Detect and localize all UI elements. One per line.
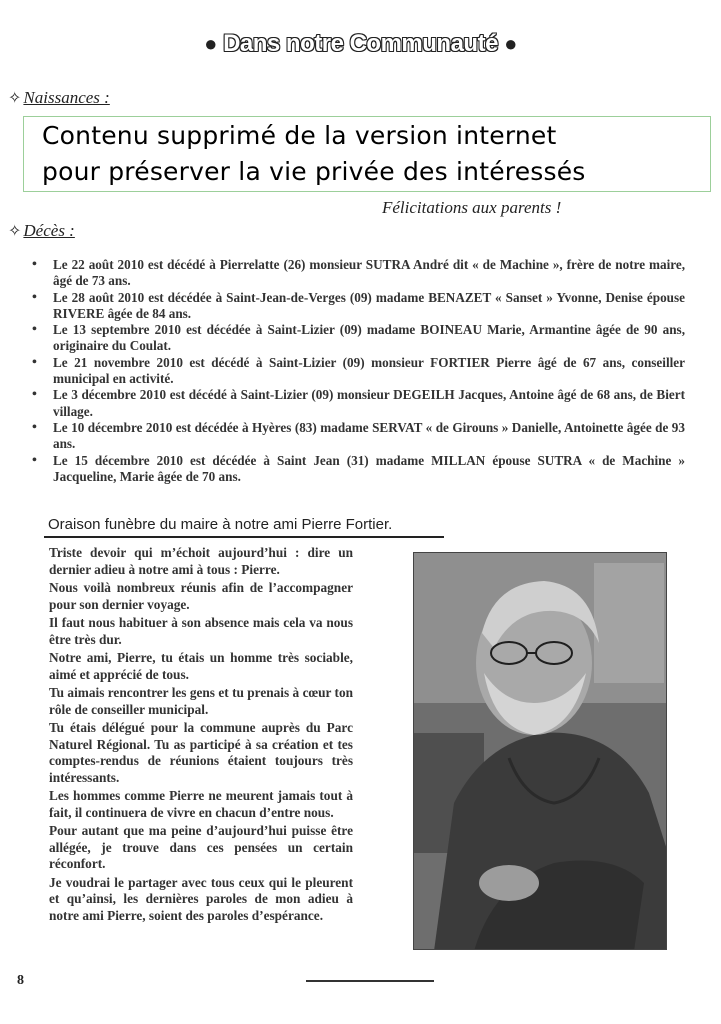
paragraph: Tu étais délégué pour la commune auprès du Parc Naturel Régional. Tu as participé à sa création et tes comptes-rendus de réunions étaient toujours très intéressants.: [49, 720, 353, 785]
sparkle-icon: ✧: [8, 90, 22, 107]
oraison-text: [49, 545, 353, 926]
notice-line-1: Contenu supprimé de la version internet: [42, 121, 557, 150]
list-item: • Le 13 septembre 2010 est décédée à Saint-Lizier (09) madame BOINEAU Marie, Armantine âgée de 90 ans, originaire du Coulat.: [30, 322, 685, 355]
list-item: • Le 3 décembre 2010 est décédé à Saint-Lizier (09) monsieur DEGEILH Jacques, Antoine âgé de 68 ans, de Biert village.: [30, 387, 685, 420]
title-underline: [44, 536, 444, 538]
deces-heading: [8, 221, 75, 241]
list-item: • Le 28 août 2010 est décédée à Saint-Jean-de-Verges (09) madame BENAZET « Sanset » Yvonne, Denise épouse RIVERE âgée de 84 ans.: [30, 290, 685, 323]
portrait-photo: [413, 552, 667, 950]
header-title: Dans notre Communauté: [223, 30, 498, 57]
deaths-list: [30, 257, 685, 485]
page-number: 8: [17, 973, 24, 988]
paragraph: Il faut nous habituer à son absence mais cela va nous être très dur.: [49, 615, 353, 647]
list-item: • Le 21 novembre 2010 est décédé à Saint-Lizier (09) monsieur FORTIER Pierre âgé de 67 ans, conseiller municipal en activité.: [30, 355, 685, 388]
naissances-label: Naissances :: [23, 88, 110, 107]
list-item: • Le 15 décembre 2010 est décédée à Saint Jean (31) madame MILLAN épouse SUTRA « de Machine » Jacqueline, Marie âgée de 70 ans.: [30, 453, 685, 486]
header-bullet-right: ●: [504, 31, 517, 56]
header-bullet-left: ●: [204, 31, 217, 56]
page-header: [0, 30, 721, 58]
paragraph: Nous voilà nombreux réunis afin de l’accompagner pour son dernier voyage.: [49, 580, 353, 612]
paragraph: Triste devoir qui m’échoit aujourd’hui : dire un dernier adieu à notre ami à tous : Pierre.: [49, 545, 353, 577]
list-item: • Le 22 août 2010 est décédé à Pierrelatte (26) monsieur SUTRA André dit « de Machine », frère de notre maire, âgé de 73 ans.: [30, 257, 685, 290]
bottom-divider: [306, 980, 434, 982]
notice-line-2: pour préserver la vie privée des intéressés: [42, 157, 586, 186]
list-item: • Le 10 décembre 2010 est décédée à Hyères (83) madame SERVAT « de Girouns » Danielle, Antoinette âgée de 93 ans.: [30, 420, 685, 453]
portrait-illustration: [414, 553, 667, 950]
congratulations-text: Félicitations aux parents !: [382, 198, 562, 217]
paragraph: Les hommes comme Pierre ne meurent jamais tout à fait, il continuera de vivre en chacun d’entre nous.: [49, 788, 353, 820]
removed-content-notice: [23, 116, 711, 192]
paragraph: Notre ami, Pierre, tu étais un homme très sociable, aimé et apprécié de tous.: [49, 650, 353, 682]
sparkle-icon: ✧: [8, 223, 22, 240]
paragraph: Tu aimais rencontrer les gens et tu prenais à cœur ton rôle de conseiller municipal.: [49, 685, 353, 717]
paragraph: Je voudrai le partager avec tous ceux qui le pleurent et qu’ainsi, les dernières paroles de mon adieu à notre ami Pierre, soient des paroles d’espérance.: [49, 874, 353, 923]
naissances-heading: [8, 88, 110, 108]
deces-label: Décès :: [23, 221, 75, 240]
oraison-title: Oraison funèbre du maire à notre ami Pierre Fortier.: [48, 516, 393, 533]
paragraph: Pour autant que ma peine d’aujourd’hui puisse être allégée, je trouve dans ces pensées un certain réconfort.: [49, 823, 353, 871]
